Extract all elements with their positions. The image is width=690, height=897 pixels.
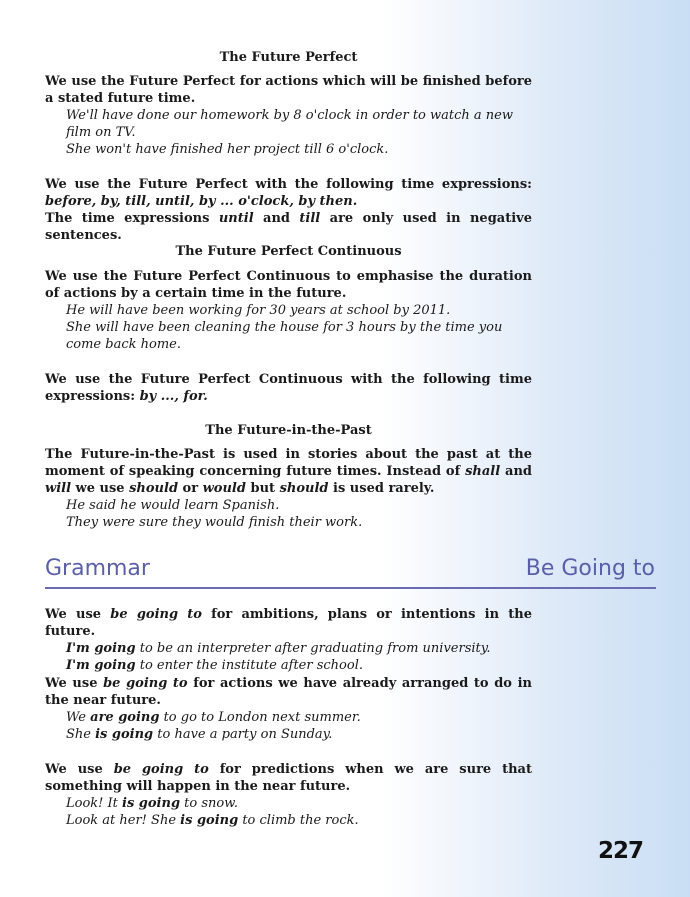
example-sentence: She won't have finished her project till 6 o'clock.	[66, 142, 389, 157]
be-going-to-rule-3	[45, 761, 532, 829]
be-going-to-rule-2	[45, 675, 532, 743]
future-perfect-continuous-rules	[45, 268, 532, 353]
be-going-to-rule-1	[45, 606, 532, 674]
paragraph: We use be going to for ambitions, plans or intentions in the future.	[45, 607, 532, 639]
heading-future-in-the-past: The Future-in-the-Past	[205, 423, 372, 438]
example-sentence: I'm going to enter the institute after school.	[66, 658, 363, 673]
example-sentence: She will have been cleaning the house for 3 hours by the time you come back home.	[66, 320, 503, 352]
future-perfect-continuous-expressions	[45, 371, 532, 405]
paragraph: The time expressions until and till are only used in negative sentences.	[45, 211, 532, 243]
page-number: 227	[598, 838, 644, 864]
paragraph: We use the Future Perfect with the following time expressions: before, by, till, until, by ... o'clock, by then.	[45, 177, 532, 209]
paragraph: We use be going to for predictions when we are sure that something will happen in the near future.	[45, 762, 532, 794]
future-perfect-rules	[45, 73, 532, 158]
heading-future-perfect-continuous: The Future Perfect Continuous	[175, 244, 402, 259]
future-in-the-past-rules	[45, 446, 532, 531]
example-sentence: He will have been working for 30 years at school by 2011.	[66, 303, 451, 318]
paragraph: We use the Future Perfect for actions which will be finished before a stated future time.	[45, 74, 532, 106]
example-sentence: She is going to have a party on Sunday.	[66, 727, 333, 742]
grammar-title: Grammar	[45, 556, 150, 581]
paragraph: We use the Future Perfect Continuous with the following time expressions: by ..., for.	[45, 372, 532, 404]
heading-future-perfect: The Future Perfect	[219, 50, 358, 65]
paragraph: We use the Future Perfect Continuous to emphasise the duration of actions by a certain time in the future.	[45, 269, 532, 301]
example-sentence: Look at her! She is going to climb the rock.	[66, 813, 359, 828]
example-sentence: We'll have done our homework by 8 o'clock in order to watch a new film on TV.	[66, 108, 513, 140]
paragraph: We use be going to for actions we have already arranged to do in the near future.	[45, 676, 532, 708]
be-going-to-title: Be Going to	[525, 556, 655, 581]
paragraph: The Future-in-the-Past is used in stories about the past at the moment of speaking concerning future times. Instead of shall and will we use should or would but should is used rarely.	[45, 447, 532, 496]
future-perfect-expressions	[45, 176, 532, 244]
example-sentence: I'm going to be an interpreter after graduating from university.	[66, 641, 491, 656]
example-sentence: He said he would learn Spanish.	[66, 498, 280, 513]
example-sentence: We are going to go to London next summer.	[66, 710, 361, 725]
example-sentence: Look! It is going to snow.	[66, 796, 238, 811]
example-sentence: They were sure they would finish their work.	[66, 515, 363, 530]
